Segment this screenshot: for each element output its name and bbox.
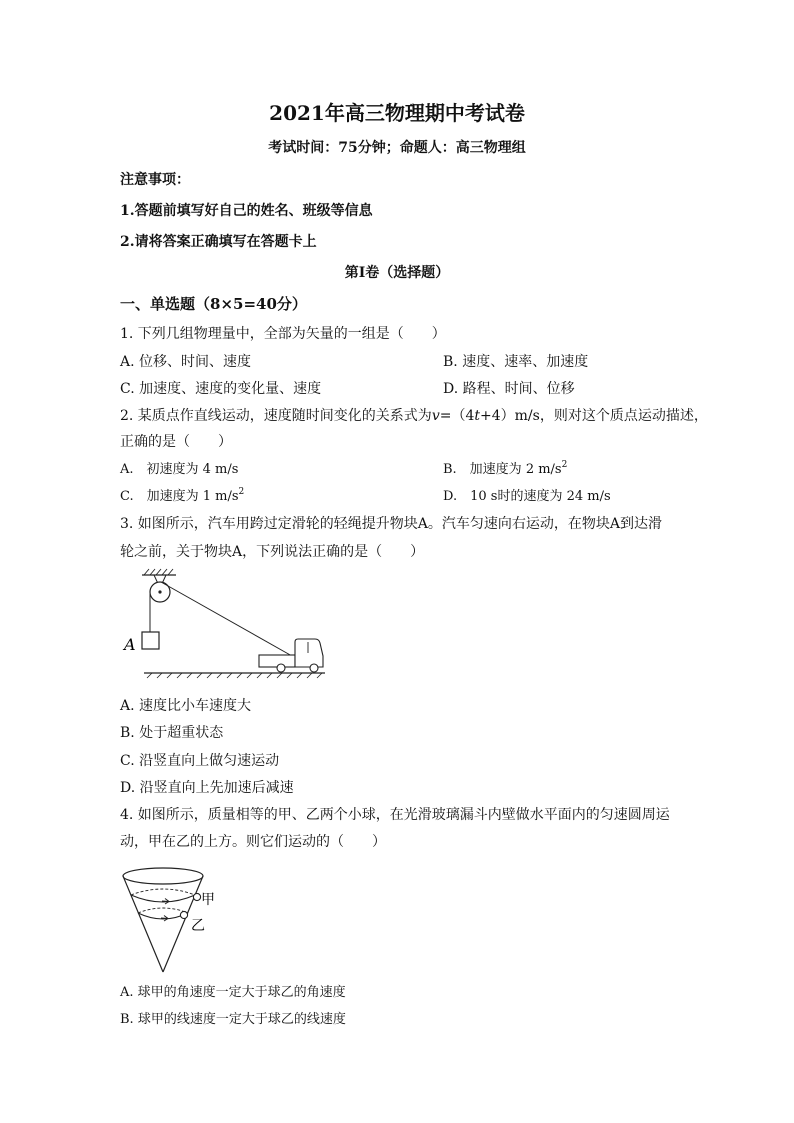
q4-stem-line2: 动，甲在乙的上方。则它们运动的（ ） — [120, 834, 386, 850]
q2-stem-line2: 正确的是（ ） — [120, 434, 232, 450]
q2-option-d: D. 10 s时的速度为 24 m/s — [443, 489, 611, 504]
q4-option-b: B. 球甲的线速度一定大于球乙的线速度 — [120, 1012, 346, 1027]
q2-option-a: A. 初速度为 4 m/s — [120, 462, 239, 477]
q2-var-v: v — [431, 408, 440, 424]
note-item-2: 2.请将答案正确填写在答题卡上 — [120, 234, 317, 250]
q2-stem-text-a: 2. 某质点作直线运动，速度随时间变化的关系式为 — [120, 408, 432, 424]
figure-label-a: A — [124, 635, 136, 654]
q3-stem-line2: 轮之前，关于物块A，下列说法正确的是（ ） — [120, 544, 425, 560]
q1-stem: 1. 下列几组物理量中，全部为矢量的一组是（ ） — [120, 326, 446, 342]
figure-label-jia: 甲 — [201, 892, 215, 908]
q2-option-b-text: B. 加速度为 2 m/s — [443, 462, 562, 477]
q1-option-b: B. 速度、速率、加速度 — [443, 354, 589, 370]
q4-option-a: A. 球甲的角速度一定大于球乙的角速度 — [120, 985, 346, 1000]
q1-option-a: A. 位移、时间、速度 — [120, 354, 252, 370]
section-heading: 一、单选题（8×5=40分） — [120, 295, 307, 313]
funnel-figure — [118, 864, 228, 979]
q3-stem-line1: 3. 如图所示，汽车用跨过定滑轮的轻绳提升物块A。汽车匀速向右运动，在物块A到达滑 — [120, 516, 663, 532]
q2-var-t: t — [474, 408, 481, 424]
exam-subtitle: 考试时间：75分钟；命题人：高三物理组 — [268, 140, 526, 156]
q3-option-b: B. 处于超重状态 — [120, 725, 224, 741]
q3-option-a: A. 速度比小车速度大 — [120, 698, 252, 714]
notes-heading: 注意事项： — [120, 172, 190, 188]
exam-title: 2021年高三物理期中考试卷 — [269, 101, 525, 125]
q2-option-c — [120, 488, 244, 506]
note-item-1: 1.答题前填写好自己的姓名、班级等信息 — [120, 203, 373, 219]
q2-option-b — [443, 461, 567, 479]
pulley-truck-figure — [120, 568, 330, 688]
part1-title: 第Ⅰ卷（选择题） — [344, 265, 450, 281]
q2-option-b-sup: 2 — [561, 460, 568, 470]
q2-option-c-sup: 2 — [238, 487, 245, 497]
q2-stem-text-e: +4）m/s，则对这个质点运动描述， — [480, 408, 708, 424]
q1-option-c: C. 加速度、速度的变化量、速度 — [120, 381, 322, 397]
q3-option-c: C. 沿竖直向上做匀速运动 — [120, 753, 280, 769]
q1-option-d: D. 路程、时间、位移 — [443, 381, 575, 397]
q3-option-d: D. 沿竖直向上先加速后减速 — [120, 780, 294, 796]
q4-stem-line1: 4. 如图所示，质量相等的甲、乙两个小球，在光滑玻璃漏斗内壁做水平面内的匀速圆周运 — [120, 807, 670, 823]
q2-option-c-text: C. 加速度为 1 m/s — [120, 489, 239, 504]
q2-stem-line1 — [120, 407, 708, 425]
figure-label-yi: 乙 — [191, 918, 205, 934]
q2-stem-text-c: =（4 — [439, 408, 475, 424]
